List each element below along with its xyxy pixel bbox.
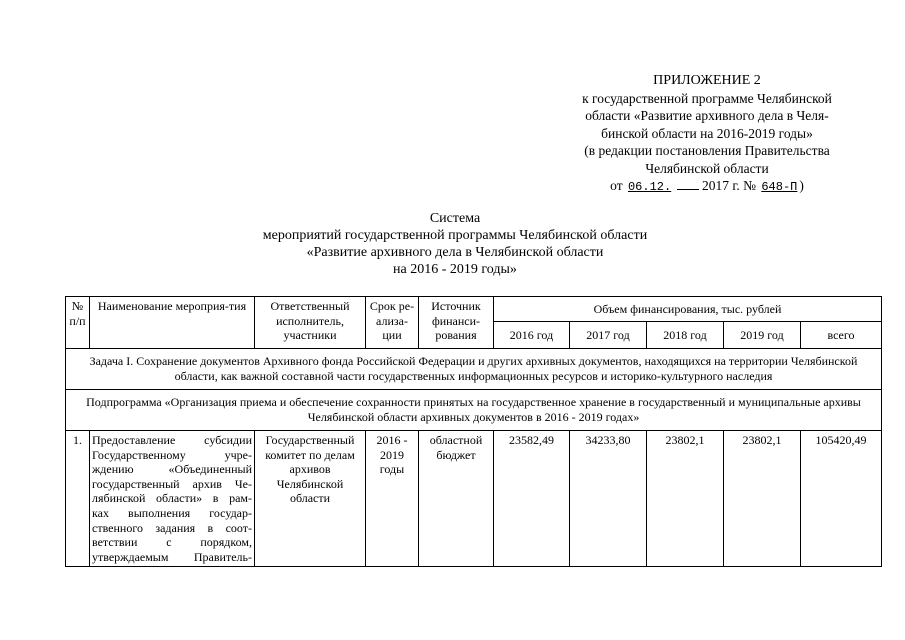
row-value-total: 105420,49 xyxy=(801,431,882,567)
header-source: Источник финанси-рования xyxy=(419,297,494,349)
appendix-line: Челябинской области xyxy=(645,160,769,176)
row-number: 1. xyxy=(66,431,90,567)
table-row xyxy=(66,431,882,567)
header-executor: Ответственный исполнитель, участники xyxy=(255,297,366,349)
header-funding: Объем финансирования, тыс. рублей xyxy=(494,297,882,322)
appendix-block xyxy=(548,72,866,197)
row-activity-name xyxy=(90,431,255,567)
date-prefix: от xyxy=(610,178,623,193)
subprogram-row xyxy=(66,390,882,431)
row-value-2017: 34233,80 xyxy=(570,431,647,567)
activity-name-line: государственный архив Че- xyxy=(92,476,252,491)
appendix-line: бинской области на 2016-2019 годы» xyxy=(601,125,813,141)
title-line: «Развитие архивного дела в Челябинской области xyxy=(306,245,604,260)
row-executor: Государственный комитет по делам архивов Челябинской области xyxy=(255,431,366,567)
subprogram-text: Подпрограмма «Организация приема и обеспечение сохранности принятых на государственное хранение в государственный и муниципальные архивы Челябинской области архивных документов в 2016 - 2019 годах» xyxy=(66,390,882,431)
title-line: Система xyxy=(429,211,481,226)
activity-name-line: ках выполнения государ- xyxy=(92,505,252,520)
date-value: 06.12. xyxy=(627,180,672,194)
title-line: мероприятий государственной программы Челябинской области xyxy=(262,228,648,243)
row-value-2016: 23582,49 xyxy=(494,431,570,567)
header-year-2019: 2019 год xyxy=(724,322,801,349)
page-title xyxy=(200,210,710,278)
date-underline-filler xyxy=(677,188,699,190)
appendix-line: области «Развитие архивного дела в Челя- xyxy=(585,108,829,123)
activity-name-line: Предоставление субсидии xyxy=(92,433,252,447)
appendix-line: к государственной программе Челябинской xyxy=(582,90,832,106)
task-row xyxy=(66,349,882,390)
closing-paren: ) xyxy=(799,178,804,193)
activity-name-line: лябинской области» в рам- xyxy=(92,491,252,506)
activities-table xyxy=(65,296,882,567)
row-value-2019: 23802,1 xyxy=(724,431,801,567)
header-year-2016: 2016 год xyxy=(494,322,570,349)
document-number: 648-П xyxy=(761,180,798,194)
activity-name-line: утверждаемым Правитель- xyxy=(92,549,252,564)
header-name: Наименование мероприя-тия xyxy=(90,297,255,349)
header-num: № п/п xyxy=(66,297,90,349)
header-total: всего xyxy=(801,322,882,349)
title-line: на 2016 - 2019 годы» xyxy=(393,262,517,277)
activity-name-line: Государственному учре- xyxy=(92,447,252,462)
date-year: 2017 г. № xyxy=(701,178,756,193)
activity-name-line: ственного задания в соот- xyxy=(92,520,252,535)
header-term: Срок ре-ализа-ции xyxy=(366,297,419,349)
header-year-2017: 2017 год xyxy=(570,322,647,349)
activity-name-line: ветствии с порядком, xyxy=(92,535,252,550)
header-row xyxy=(66,297,882,322)
row-source: областной бюджет xyxy=(419,431,494,567)
row-value-2018: 23802,1 xyxy=(647,431,724,567)
row-term: 2016 - 2019 годы xyxy=(366,431,419,567)
task-text: Задача I. Сохранение документов Архивного фонда Российской Федерации и других архивных документов, находящихся на территории Челябинской области, как важной составной части государственных информационных ресурсов и историко-культурного наследия xyxy=(66,349,882,390)
header-year-2018: 2018 год xyxy=(647,322,724,349)
appendix-heading: ПРИЛОЖЕНИЕ 2 xyxy=(653,73,761,88)
appendix-line: (в редакции постановления Правительства xyxy=(584,143,830,158)
resolution-date-line xyxy=(548,177,866,197)
activity-name-line: ждению «Объединенный xyxy=(92,462,252,477)
